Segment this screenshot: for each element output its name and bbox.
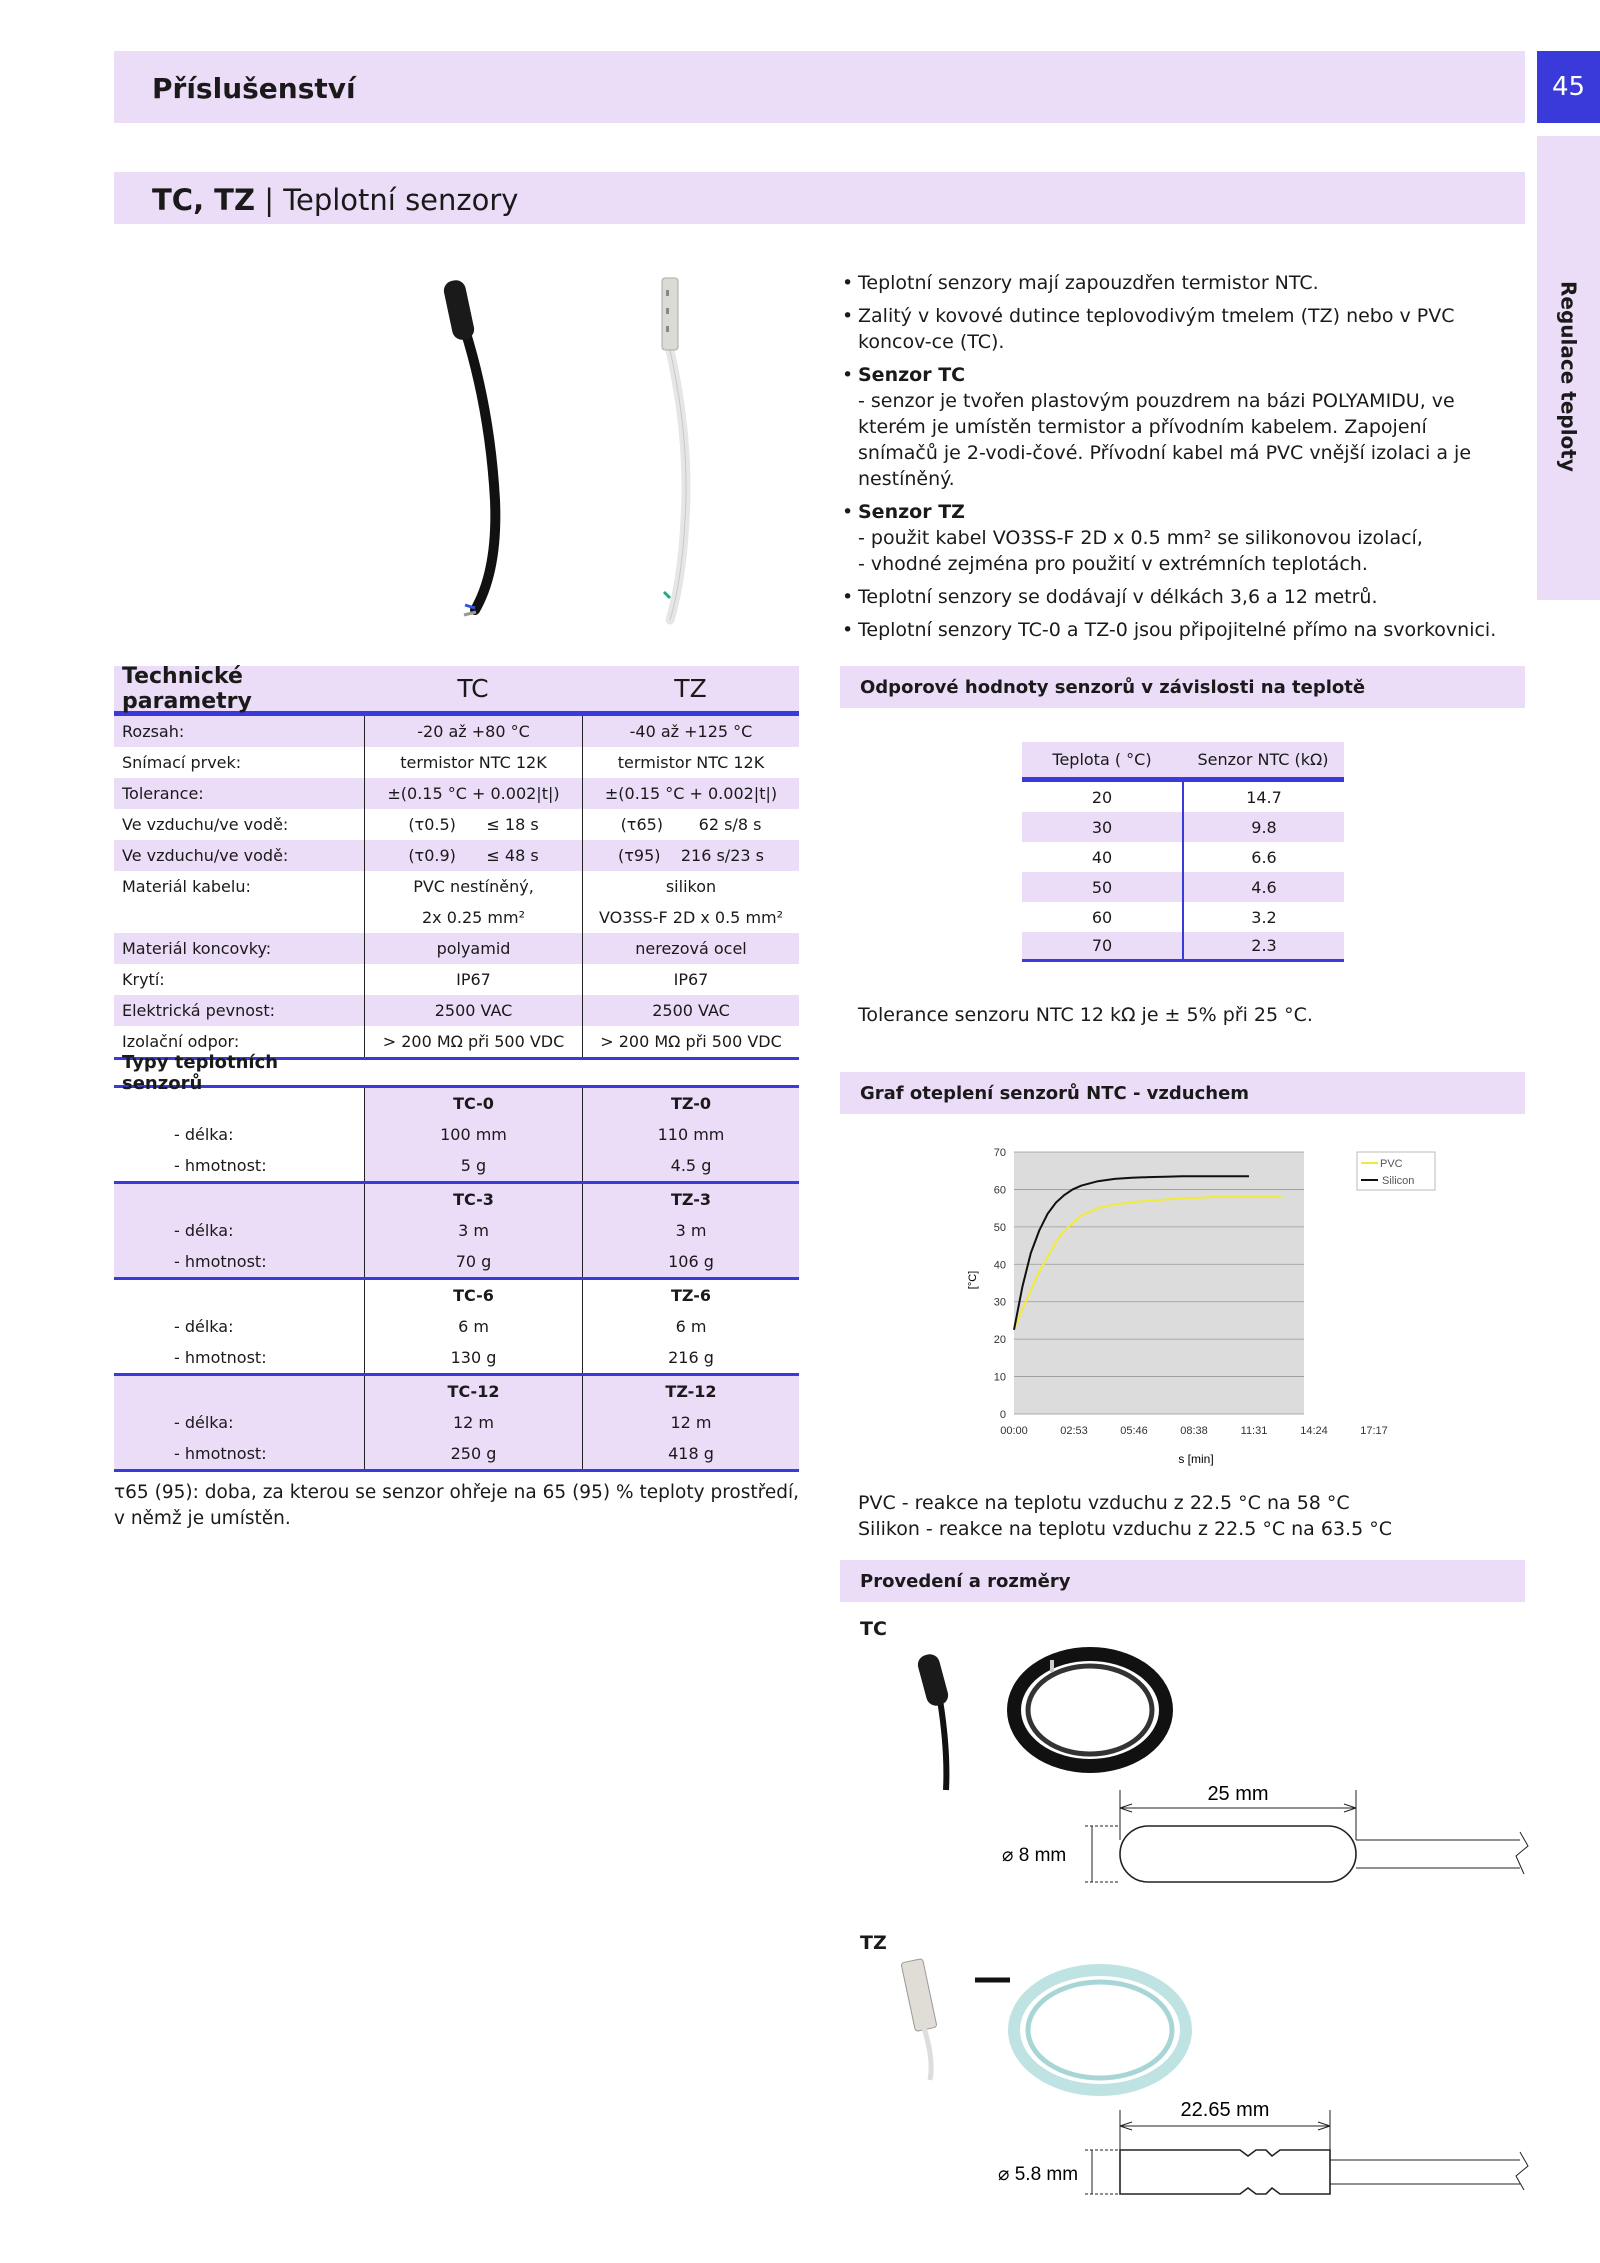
tc-sensor-photo (442, 278, 495, 615)
table-row (1022, 812, 1344, 842)
x-tick-label: 11:31 (1240, 1425, 1268, 1437)
cell-tz: ±(0.15 °C + 0.002|t|) (582, 778, 799, 809)
row-label: Tolerance: (122, 784, 204, 803)
col-tc-header: TC (457, 674, 489, 703)
cell-tz: 4.5 g (582, 1150, 799, 1181)
table-row (114, 995, 799, 1026)
cell-tc: 250 g (364, 1438, 582, 1469)
table-row (1022, 902, 1344, 932)
page-number: 45 (1537, 51, 1600, 123)
row-label: Krytí: (122, 970, 165, 989)
y-tick-label: 50 (993, 1221, 1006, 1234)
cell-tz: 110 mm (582, 1119, 799, 1150)
chart-notes (858, 1490, 1392, 1542)
type-tc-name: TC-12 (364, 1376, 582, 1407)
type-group (114, 1184, 799, 1280)
side-tab-label (1537, 136, 1600, 600)
bullet-heading: Senzor TC (858, 364, 966, 386)
bullet-item (858, 617, 1508, 643)
dimensions-section-title: Provedení a rozměry (840, 1560, 1525, 1602)
cell-temp: 70 (1091, 936, 1113, 955)
table-row (114, 747, 799, 778)
bullet-text: Teplotní senzory TC-0 a TZ-0 jsou připojitelné přímo na svorkovnici. (858, 619, 1497, 641)
cell-ntc: 9.8 (1182, 812, 1344, 842)
tech-table-header (114, 663, 799, 716)
tc-label: TC (860, 1618, 887, 1640)
side-tab-text: Regulace teploty (1556, 281, 1581, 472)
cell-tc: 12 m (364, 1407, 582, 1438)
col-tz-header: TZ (674, 674, 707, 703)
cell-tz: 216 g (582, 1342, 799, 1373)
bullet-item (858, 270, 1508, 296)
cell-tz: 2500 VAC (582, 995, 799, 1026)
tau-footnote: τ65 (95): doba, za kterou se senzor ohřeje na 65 (95) % teploty prostředí, v němž je umístěn. (114, 1482, 799, 1529)
cell-temp: 30 (1091, 817, 1113, 837)
x-tick-label: 14:24 (1300, 1425, 1328, 1437)
cell-ntc: 3.2 (1182, 902, 1344, 932)
type-tz-name: TZ-6 (582, 1280, 799, 1311)
cell-tc: 3 m (364, 1215, 582, 1246)
section-title (152, 183, 518, 217)
bullet-subline: - senzor je tvořen plastovým pouzdrem na bázi POLYAMIDU, ve kterém je umístěn termistor a přívodním kabelem. Zapojení snímačů je 2-vodi-čové. Přívodní kabel má PVC vnější izolaci a je nestíněný. (858, 390, 1472, 490)
type-weight-row (114, 1246, 799, 1277)
cell-tc: (τ0.9) ≤ 48 s (364, 840, 582, 871)
resistance-section-title: Odporové hodnoty senzorů v závislosti na teplotě (840, 666, 1525, 708)
y-tick-label: 10 (993, 1371, 1006, 1384)
bullet-text: Teplotní senzory se dodávají v délkách 3,6 a 12 metrů. (858, 586, 1378, 608)
cell-tz: 106 g (582, 1246, 799, 1277)
tz-length-label: 22.65 mm (1180, 2099, 1270, 2121)
tz-coil-photo (975, 1970, 1186, 2090)
table-row (1022, 782, 1344, 812)
type-length-row (114, 1215, 799, 1246)
cell-tc: polyamid (364, 933, 582, 964)
cell-tc: termistor NTC 12K (364, 747, 582, 778)
cell-tz: 12 m (582, 1407, 799, 1438)
cell-tc: > 200 MΩ při 500 VDC (364, 1026, 582, 1057)
row-label: Materiál kabelu: (122, 877, 251, 896)
type-name-row (114, 1184, 799, 1215)
table-row (114, 902, 799, 933)
x-ticks (1000, 1425, 1388, 1437)
tech-params-table (114, 663, 799, 1472)
cell-tc: 130 g (364, 1342, 582, 1373)
bullet-subline: - použit kabel VO3SS-F 2D x 0.5 mm² se silikonovou izolací, (858, 527, 1423, 549)
feature-list (858, 270, 1508, 650)
cell-tc: (τ0.5) ≤ 18 s (364, 809, 582, 840)
legend-silicon: Silicon (1382, 1175, 1415, 1187)
type-name-row (114, 1280, 799, 1311)
y-tick-label: 30 (993, 1296, 1006, 1309)
table-row (114, 716, 799, 747)
cell-temp: 50 (1091, 877, 1113, 897)
row-label: Izolační odpor: (122, 1032, 240, 1051)
bullet-heading: Senzor TZ (858, 501, 965, 523)
cell-tc: 2x 0.25 mm² (364, 902, 582, 933)
cell-tc: IP67 (364, 964, 582, 995)
cell-ntc: 6.6 (1182, 842, 1344, 872)
cell-tz: 6 m (582, 1311, 799, 1342)
col-temperature: Teplota ( °C) (1052, 750, 1152, 769)
table-row (114, 964, 799, 995)
tz-label: TZ (860, 1932, 887, 1954)
tc-coil-photo (1014, 1654, 1166, 1766)
bullet-item (858, 362, 1508, 492)
x-tick-label: 00:00 (1000, 1425, 1028, 1437)
heating-chart (950, 1140, 1440, 1480)
tc-dimension-drawing (880, 1640, 1540, 1920)
chart-note: PVC - reakce na teplotu vzduchu z 22.5 °C na 58 °C (858, 1492, 1350, 1514)
resistance-header (1022, 742, 1344, 782)
cell-tz: 3 m (582, 1215, 799, 1246)
cell-tc: 100 mm (364, 1119, 582, 1150)
cell-tc: PVC nestíněný, (364, 871, 582, 902)
cell-temp: 40 (1091, 847, 1113, 867)
row-label: Rozsah: (122, 722, 185, 741)
weight-label: - hmotnost: (174, 1444, 267, 1463)
row-label: Elektrická pevnost: (122, 1001, 276, 1020)
bullet-subline: - vhodné zejména pro použití v extrémních teplotách. (858, 553, 1368, 575)
x-tick-label: 02:53 (1060, 1425, 1088, 1437)
x-tick-label: 08:38 (1180, 1425, 1208, 1437)
type-group (114, 1088, 799, 1184)
type-group (114, 1376, 799, 1472)
y-tick-label: 20 (993, 1334, 1006, 1347)
x-tick-label: 17:17 (1360, 1425, 1388, 1437)
cell-tc: 2500 VAC (364, 995, 582, 1026)
bullet-item (858, 584, 1508, 610)
type-tz-name: TZ-3 (582, 1184, 799, 1215)
length-label: - délka: (174, 1125, 234, 1144)
cell-tc: ±(0.15 °C + 0.002|t|) (364, 778, 582, 809)
type-tz-name: TZ-0 (582, 1088, 799, 1119)
table-row (1022, 842, 1344, 872)
type-length-row (114, 1407, 799, 1438)
x-axis-label: s [min] (1178, 1452, 1214, 1466)
type-name-row (114, 1376, 799, 1407)
y-tick-label: 60 (993, 1184, 1006, 1197)
legend-pvc: PVC (1380, 1158, 1403, 1170)
bullet-item (858, 499, 1508, 577)
y-tick-label: 70 (993, 1147, 1006, 1159)
types-header (114, 1051, 799, 1094)
type-tz-name: TZ-12 (582, 1376, 799, 1407)
x-tick-label: 05:46 (1120, 1425, 1148, 1437)
cell-tc: 70 g (364, 1246, 582, 1277)
cell-temp: 20 (1091, 787, 1113, 807)
table-row (1022, 932, 1344, 962)
plot-area (1014, 1152, 1304, 1414)
tz-dimension-drawing (880, 1950, 1540, 2230)
row-label: Ve vzduchu/ve vodě: (122, 846, 289, 865)
y-axis-label: [°C] (967, 1270, 979, 1290)
legend (1357, 1152, 1435, 1190)
type-weight-row (114, 1150, 799, 1181)
tz-photo (901, 1958, 937, 2080)
row-label: Snímací prvek: (122, 753, 242, 772)
type-length-row (114, 1119, 799, 1150)
tc-photo (916, 1652, 951, 1790)
cell-ntc: 14.7 (1182, 782, 1344, 812)
cell-tz: termistor NTC 12K (582, 747, 799, 778)
bullet-item (858, 303, 1508, 355)
row-label: Ve vzduchu/ve vodě: (122, 815, 289, 834)
cell-tz: IP67 (582, 964, 799, 995)
section-title-rest: | Teplotní senzory (255, 183, 519, 217)
table-row (114, 778, 799, 809)
cell-tz: 418 g (582, 1438, 799, 1469)
type-tc-name: TC-6 (364, 1280, 582, 1311)
weight-label: - hmotnost: (174, 1156, 267, 1175)
bullet-text: Zalitý v kovové dutince teplovodivým tmelem (TZ) nebo v PVC koncov-ce (TC). (858, 305, 1455, 353)
cell-ntc: 4.6 (1182, 872, 1344, 902)
col-ntc: Senzor NTC (kΩ) (1197, 750, 1329, 769)
cell-tz: -40 až +125 °C (582, 716, 799, 747)
tolerance-note: Tolerance senzoru NTC 12 kΩ je ± 5% při 25 °C. (858, 1004, 1313, 1026)
type-weight-row (114, 1438, 799, 1469)
cell-tc: -20 až +80 °C (364, 716, 582, 747)
types-title: Typy teplotních senzorů (122, 1051, 279, 1094)
resistance-table (1022, 742, 1344, 962)
cell-tz: (τ95) 216 s/23 s (582, 840, 799, 871)
tc-length-label: 25 mm (1207, 1783, 1269, 1805)
type-tc-name: TC-3 (364, 1184, 582, 1215)
tc-diameter-label: ⌀ 8 mm (1002, 1845, 1067, 1866)
tech-title: Technické parametry (122, 663, 252, 714)
length-label: - délka: (174, 1221, 234, 1240)
length-label: - délka: (174, 1317, 234, 1336)
table-row (114, 871, 799, 902)
bullet-text: Teplotní senzory mají zapouzdřen termistor NTC. (858, 272, 1319, 294)
chart-section-title: Graf oteplení senzorů NTC - vzduchem (840, 1072, 1525, 1114)
cell-tz: VO3SS-F 2D x 0.5 mm² (582, 902, 799, 933)
y-ticks (994, 1147, 1006, 1421)
length-label: - délka: (174, 1413, 234, 1432)
tz-dimension-lines (1085, 2110, 1528, 2194)
y-tick-label: 0 (999, 1409, 1006, 1421)
chart-note: Silikon - reakce na teplotu vzduchu z 22.5 °C na 63.5 °C (858, 1518, 1392, 1540)
type-tc-name: TC-0 (364, 1088, 582, 1119)
cell-temp: 60 (1091, 907, 1113, 927)
cell-tc: 5 g (364, 1150, 582, 1181)
type-weight-row (114, 1342, 799, 1373)
product-photo-sensors (420, 270, 740, 630)
table-row (114, 933, 799, 964)
tz-diameter-label: ⌀ 5.8 mm (998, 2164, 1079, 2185)
y-tick-label: 40 (993, 1259, 1006, 1272)
type-group (114, 1280, 799, 1376)
cell-tz: silikon (582, 871, 799, 902)
section-title-bold: TC, TZ (152, 183, 255, 217)
cell-tz: nerezová ocel (582, 933, 799, 964)
weight-label: - hmotnost: (174, 1252, 267, 1271)
row-label: Materiál koncovky: (122, 939, 272, 958)
tc-dimension-lines (1085, 1790, 1528, 1882)
tz-sensor-photo (662, 278, 686, 620)
table-row (114, 840, 799, 871)
page-header-title: Příslušenství (152, 72, 356, 105)
weight-label: - hmotnost: (174, 1348, 267, 1367)
type-length-row (114, 1311, 799, 1342)
table-row (1022, 872, 1344, 902)
cell-tz: > 200 MΩ při 500 VDC (582, 1026, 799, 1057)
table-row (114, 809, 799, 840)
cell-ntc: 2.3 (1182, 932, 1344, 959)
cell-tc: 6 m (364, 1311, 582, 1342)
cell-tz: (τ65) 62 s/8 s (582, 809, 799, 840)
